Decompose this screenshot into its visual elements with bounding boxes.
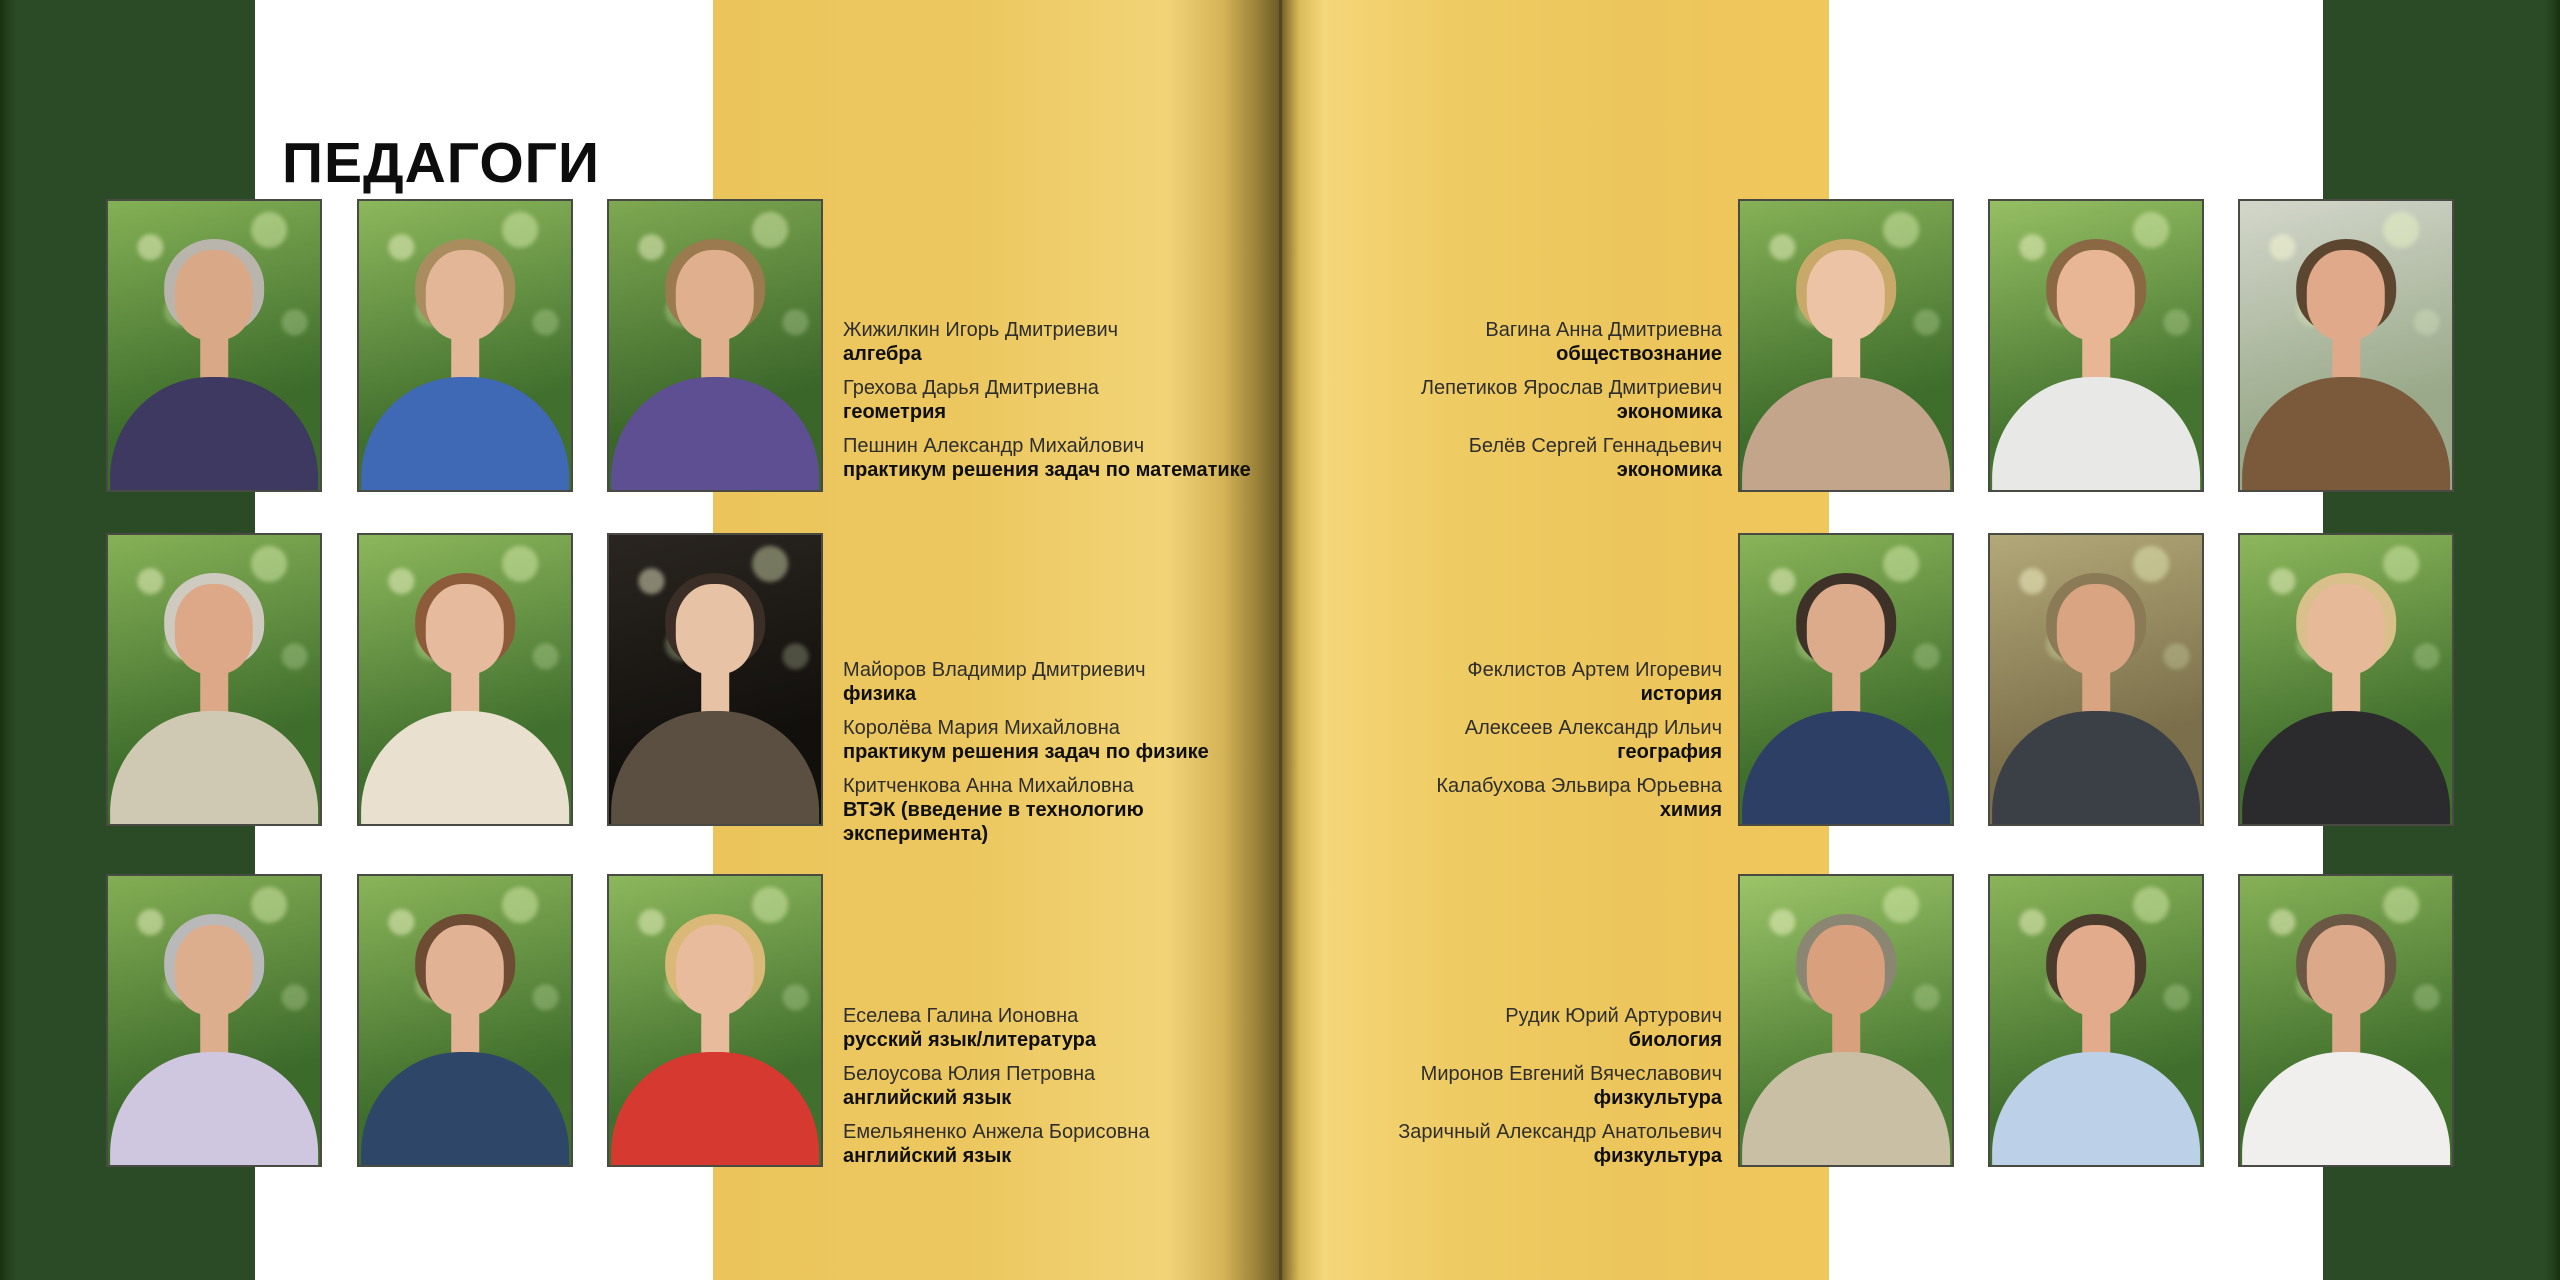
teacher-photo	[1738, 874, 1954, 1167]
teacher-list-right-row2	[1286, 658, 1722, 832]
teacher-name: Жижилкин Игорь Дмитриевич	[843, 319, 1119, 341]
teacher-name: Феклистов Артем Игоревич	[1467, 659, 1722, 681]
teacher-subject: физика	[843, 683, 917, 705]
teacher-entry	[1286, 434, 1722, 482]
teacher-entry	[1286, 318, 1722, 366]
teacher-name: Вагина Анна Дмитриевна	[1485, 319, 1722, 341]
teacher-entry	[1286, 774, 1722, 822]
teacher-name: Миронов Евгений Вячеславович	[1420, 1063, 1722, 1085]
teacher-entry	[843, 658, 1279, 706]
teacher-entry	[1286, 1120, 1722, 1168]
teacher-subject: экономика	[1616, 401, 1722, 423]
teacher-list-right-row3	[1286, 1004, 1722, 1178]
person-head	[2307, 584, 2385, 674]
teacher-photo	[1738, 199, 1954, 492]
person-head	[676, 250, 754, 340]
teacher-photo	[1988, 533, 2204, 826]
teacher-photo	[607, 533, 823, 826]
teacher-name: Заричный Александр Анатольевич	[1398, 1121, 1722, 1143]
teacher-photo	[357, 533, 573, 826]
teacher-name: Майоров Владимир Дмитриевич	[843, 659, 1146, 681]
teacher-name: Рудик Юрий Артурович	[1505, 1005, 1722, 1027]
teacher-entry	[843, 1062, 1279, 1110]
teacher-name: Критченкова Анна Михайловна	[843, 775, 1134, 797]
person-head	[2307, 925, 2385, 1015]
teacher-subject: алгебра	[843, 343, 922, 365]
person-head	[1807, 925, 1885, 1015]
teacher-entry	[1286, 376, 1722, 424]
teacher-photo	[607, 874, 823, 1167]
teacher-subject: английский язык	[843, 1087, 1012, 1109]
teacher-photo	[2238, 199, 2454, 492]
teacher-photo	[1738, 533, 1954, 826]
teacher-name: Грехова Дарья Дмитриевна	[843, 377, 1099, 399]
teacher-entry	[1286, 1062, 1722, 1110]
teacher-subject: русский язык/литература	[843, 1029, 1096, 1051]
person-head	[2057, 584, 2135, 674]
teacher-entry	[843, 434, 1279, 482]
teacher-entry	[843, 716, 1279, 764]
teacher-photo	[106, 533, 322, 826]
teacher-photo	[106, 199, 322, 492]
book-fold-line	[1279, 0, 1282, 1280]
teacher-name: Алексеев Александр Ильич	[1464, 717, 1722, 739]
teacher-name: Калабухова Эльвира Юрьевна	[1436, 775, 1722, 797]
teacher-photo	[357, 199, 573, 492]
teacher-entry	[1286, 1004, 1722, 1052]
teacher-photo	[2238, 533, 2454, 826]
person-head	[2057, 250, 2135, 340]
teacher-subject: ВТЭК (введение в технологию эксперимента)	[843, 799, 1144, 845]
teacher-name: Королёва Мария Михайловна	[843, 717, 1120, 739]
teacher-name: Еселева Галина Ионовна	[843, 1005, 1079, 1027]
teacher-photo	[106, 874, 322, 1167]
person-head	[175, 250, 253, 340]
teacher-entry	[843, 1004, 1279, 1052]
teacher-subject: химия	[1659, 799, 1722, 821]
person-head	[1807, 250, 1885, 340]
teacher-entry	[843, 318, 1279, 366]
teacher-subject: история	[1640, 683, 1722, 705]
teacher-subject: геометрия	[843, 401, 947, 423]
teacher-subject: практикум решения задач по физике	[843, 741, 1209, 763]
person-head	[1807, 584, 1885, 674]
teacher-subject: география	[1617, 741, 1722, 763]
teacher-photo	[2238, 874, 2454, 1167]
person-head	[175, 584, 253, 674]
teacher-subject: английский язык	[843, 1145, 1012, 1167]
teacher-entry	[843, 774, 1279, 846]
teacher-entry	[1286, 716, 1722, 764]
teacher-name: Белоусова Юлия Петровна	[843, 1063, 1096, 1085]
teacher-list-left-row3	[843, 1004, 1279, 1178]
teacher-name: Пешнин Александр Михайлович	[843, 435, 1145, 457]
person-head	[426, 925, 504, 1015]
teacher-subject: экономика	[1616, 459, 1722, 481]
teacher-photo	[607, 199, 823, 492]
teacher-photo	[1988, 199, 2204, 492]
teacher-name: Лепетиков Ярослав Дмитриевич	[1420, 377, 1722, 399]
teacher-photo	[357, 874, 573, 1167]
teacher-entry	[1286, 658, 1722, 706]
person-head	[426, 584, 504, 674]
person-head	[676, 584, 754, 674]
person-head	[426, 250, 504, 340]
person-head	[2057, 925, 2135, 1015]
teacher-list-right-row1	[1286, 318, 1722, 492]
teacher-subject: физкультура	[1593, 1087, 1722, 1109]
teacher-entry	[843, 1120, 1279, 1168]
page-title: ПЕДАГОГИ	[282, 131, 600, 196]
teacher-list-left-row2	[843, 658, 1279, 856]
person-head	[2307, 250, 2385, 340]
teacher-list-left-row1	[843, 318, 1279, 492]
teacher-name: Белёв Сергей Геннадьевич	[1468, 435, 1722, 457]
teacher-subject: физкультура	[1593, 1145, 1722, 1167]
teacher-name: Емельяненко Анжела Борисовна	[843, 1121, 1150, 1143]
teacher-subject: биология	[1628, 1029, 1722, 1051]
teacher-photo	[1988, 874, 2204, 1167]
teacher-subject: практикум решения задач по математике	[843, 459, 1251, 481]
person-head	[175, 925, 253, 1015]
teacher-entry	[843, 376, 1279, 424]
person-head	[676, 925, 754, 1015]
teacher-subject: обществознание	[1556, 343, 1722, 365]
